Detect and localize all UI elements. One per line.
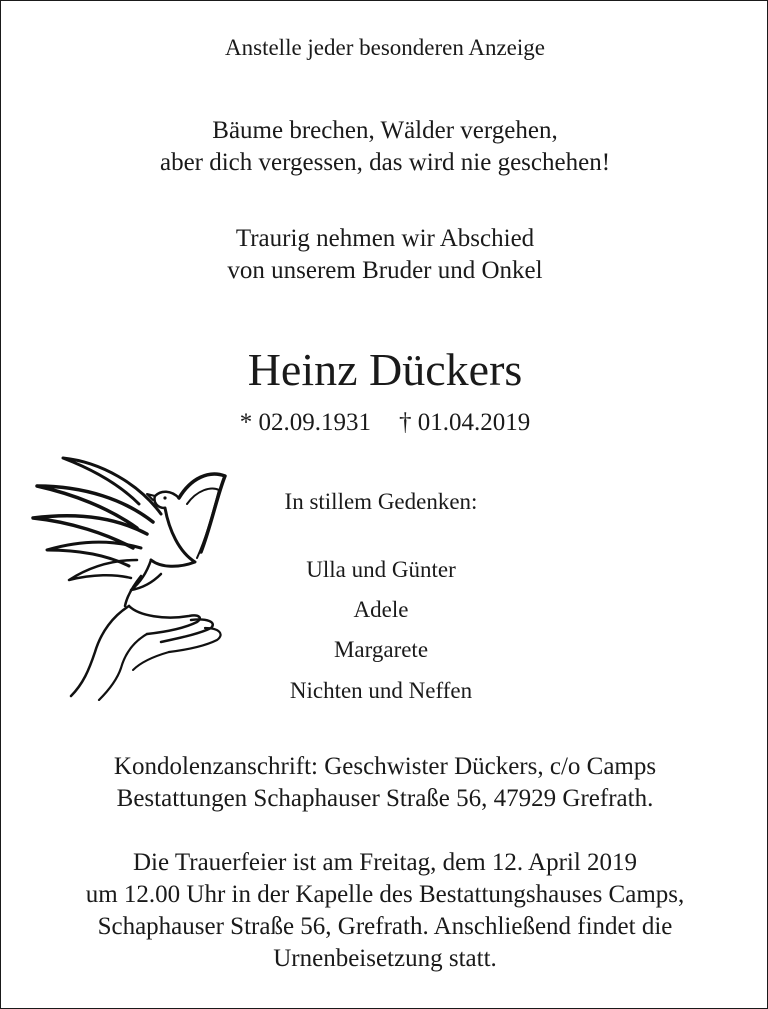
birth-date: * 02.09.1931 xyxy=(239,409,371,436)
funeral-line-3: Schaphauser Straße 56, Grefrath. Anschließend findet die xyxy=(97,913,673,940)
funeral-line-2: um 12.00 Uhr in der Kapelle des Bestattungshauses Camps, xyxy=(85,881,685,908)
deceased-name: Heinz Dückers xyxy=(247,344,523,395)
quote-line-2: aber dich vergessen, das wird nie geschehen! xyxy=(159,149,611,176)
mourner-name: Nichten und Neffen xyxy=(289,678,473,703)
quote-line-1: Bäume brechen, Wälder vergehen, xyxy=(212,117,558,144)
mourner-name: Margarete xyxy=(333,637,429,662)
intro-line-1: Traurig nehmen wir Abschied xyxy=(235,225,535,252)
header-text: Anstelle jeder besonderen Anzeige xyxy=(225,35,545,60)
condolence-line-2: Bestattungen Schaphauser Straße 56, 47929 Grefrath. xyxy=(116,785,654,812)
funeral-line-4: Urnenbeisetzung statt. xyxy=(273,945,497,972)
condolence-line-1: Kondolenzanschrift: Geschwister Dückers, c/o Camps xyxy=(113,753,657,780)
intro-line-2: von unserem Bruder und Onkel xyxy=(227,257,543,284)
death-date: † 01.04.2019 xyxy=(399,409,531,436)
life-dates xyxy=(1,409,768,437)
mourners-heading: In stillem Gedenken: xyxy=(284,489,478,514)
mourner-name: Ulla und Günter xyxy=(306,557,456,582)
funeral-line-1: Die Trauerfeier ist am Freitag, dem 12. April 2019 xyxy=(132,849,638,876)
mourner-name: Adele xyxy=(353,597,409,622)
